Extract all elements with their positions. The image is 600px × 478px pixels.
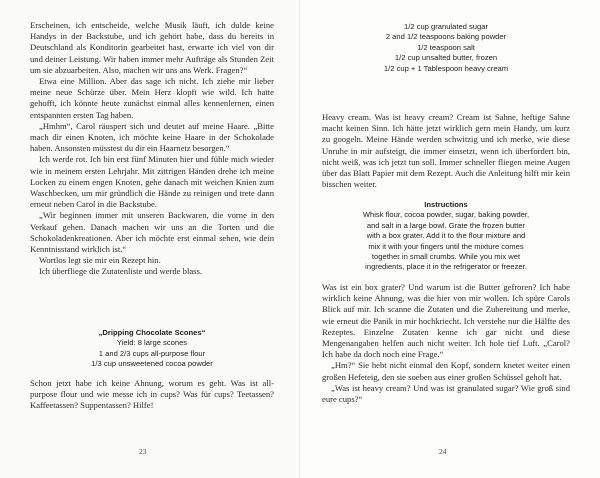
recipe-line: Yield: 8 large scones bbox=[116, 338, 188, 348]
left-paragraph-3: „Hmhm“, Carol räuspert sich und deutet auf meine Haare. „Bitte mach dir einen Knoten, ich möchte keine Haare in der Schokolade haben. Ansonsten müsstest du dir ein Haarnetz besorgen.“ bbox=[30, 120, 274, 154]
instructions-title: Instructions bbox=[424, 200, 468, 209]
recipe-line: 1/3 cup unsweetened cocoa powder bbox=[91, 359, 213, 369]
left-top-text bbox=[30, 20, 274, 278]
page-number-left: 23 bbox=[139, 447, 147, 456]
right-paragraph-1: Was ist ein box grater? Und warum ist die Butter gefroren? Ich habe wirklich keine Ahnung, was die hier von mir wollen. Ich spüre Carols Blick auf mir. Ich scanne die Zutaten und die Zubereitung und merke, wie erneut die Panik in mir hochkriecht. Ich verstehe nur die Hälfte des Rezeptes. Einzelne Zutaten kenne ich gar nicht und diese Mengenangaben helfen auch nicht weiter. Ich hole tief Luft. „Carol? Ich habe da doch noch eine Frage.“ bbox=[322, 282, 570, 360]
recipe-title: „Dripping Chocolate Scones“ bbox=[98, 328, 206, 337]
right-bottom-text bbox=[322, 282, 570, 405]
right-paragraph-2: „Hm?“ Sie hebt nicht einmal den Kopf, sondern knetet weiter einen großen Hefeteig, den sie soeben aus einer großen Schüssel geholt hat. bbox=[322, 360, 570, 382]
ingredients-list bbox=[322, 22, 570, 74]
left-paragraph-2: Etwa eine Million. Aber das sage ich nicht. Ich ziehe mir lieber meine neue Schürze über. Mein Herz klopft wie wild. Ich hatte gehofft, ich könnte heute zunächst einmal alles kennenlernen, einen entspannten ersten Tag haben. bbox=[30, 76, 274, 120]
ingredient-line: 1/2 cup unsalted butter, frozen bbox=[394, 53, 498, 63]
left-bottom-paragraph: Schon jetzt habe ich keine Ahnung, worum es geht. Was ist all-purpose flour und wie messe ich in cups? Was für cups? Teetassen? Kaffeetassen? Suppentassen? Hilfe! bbox=[30, 378, 274, 411]
left-paragraph-7: Ich überfliege die Zutatenliste und werde blass. bbox=[39, 266, 202, 277]
left-paragraph-6: Wortlos legt sie mir ein Rezept hin. bbox=[39, 255, 161, 266]
instruction-line: together in small crumbs. While you mix wet bbox=[371, 252, 521, 262]
instruction-line: mix it with your fingers until the mixture comes bbox=[368, 241, 524, 251]
left-bottom-text bbox=[30, 378, 274, 412]
right-page bbox=[300, 0, 600, 478]
recipe-line: 1 and 2/3 cups all-purpose flour bbox=[98, 348, 206, 358]
instruction-line: ingredients, place it in the refrigerator or freezer. bbox=[365, 262, 527, 272]
page-number-right: 24 bbox=[439, 447, 447, 456]
ingredient-line: 1/2 cup granulated sugar bbox=[403, 22, 488, 31]
ingredient-line: 1/2 teaspoon salt bbox=[417, 42, 475, 52]
instruction-line: and salt in a large bowl. Grate the frozen butter bbox=[366, 220, 526, 230]
left-paragraph-5: „Wir beginnen immer mit unseren Backwaren, die vorne in den Verkauf gehen. Danach machen wir uns an die Torten und die Schokoladenkreationen. Aber ich möchte erst einmal sehen, wie dein Kenntnisstand wirklich ist.“ bbox=[30, 210, 274, 255]
right-paragraph-3: „Was ist heavy cream? Und was ist granulated sugar? Wie groß sind eure cups?“ bbox=[322, 382, 570, 405]
right-middle-text bbox=[322, 112, 570, 190]
ingredient-line: 2 and 1/2 teaspoons baking powder bbox=[385, 32, 507, 42]
instruction-line: with a box grater. Add it to the flour mixture and bbox=[366, 231, 526, 241]
right-paragraph-middle: Heavy cream. Was ist heavy cream? Cream ist Sahne, heftige Sahne macht keinen Sinn. Ich hätte jetzt wirklich gern mein Handy, um kurz zu googeln. Meine Hände werden schwitzig und ich merke, wie diese Unruhe in mir aufsteigt, die immer einsetzt, wenn ich überfordert bin, nicht weiß, was ich jetzt tun soll. Immer schneller fliegen meine Augen über das Blatt Papier mit dem Rezept. Auch die Anleitung hilft mir kein bisschen weiter. bbox=[322, 112, 570, 190]
instructions-block bbox=[322, 200, 570, 273]
left-paragraph-4: Ich werde rot. Ich bin erst fünf Minuten hier und fühle mich wieder wie in meinem ersten Lehrjahr. Mit zittrigen Händen drehe ich meine Locken zu einem engen Knoten, gehe danach mit weichen Knien zum Waschbecken, um mir gründlich die Hände zu reinigen und trete dann erneut neben Carol in die Backstube. bbox=[30, 154, 274, 210]
instruction-line: Whisk flour, cocoa powder, sugar, baking powder, bbox=[362, 210, 530, 220]
recipe-header-block bbox=[30, 328, 274, 370]
left-paragraph-1: Erscheinen, ich entscheide, welche Musik läuft, ich dulde keine Handys in der Backstube, und ich gehört habe, dass du bereits in Deutschland als Konditorin gearbeitet hast, erwarte ich viel von dir und deiner Leistung. Wir haben immer mehr Aufträge als Stunden Zeit um sie abzuarbeiten. Also, machen wir uns ans Werk. Fragen?“ bbox=[30, 20, 274, 75]
ingredient-line: 1/2 cup + 1 Tablespoon heavy cream bbox=[383, 63, 509, 73]
